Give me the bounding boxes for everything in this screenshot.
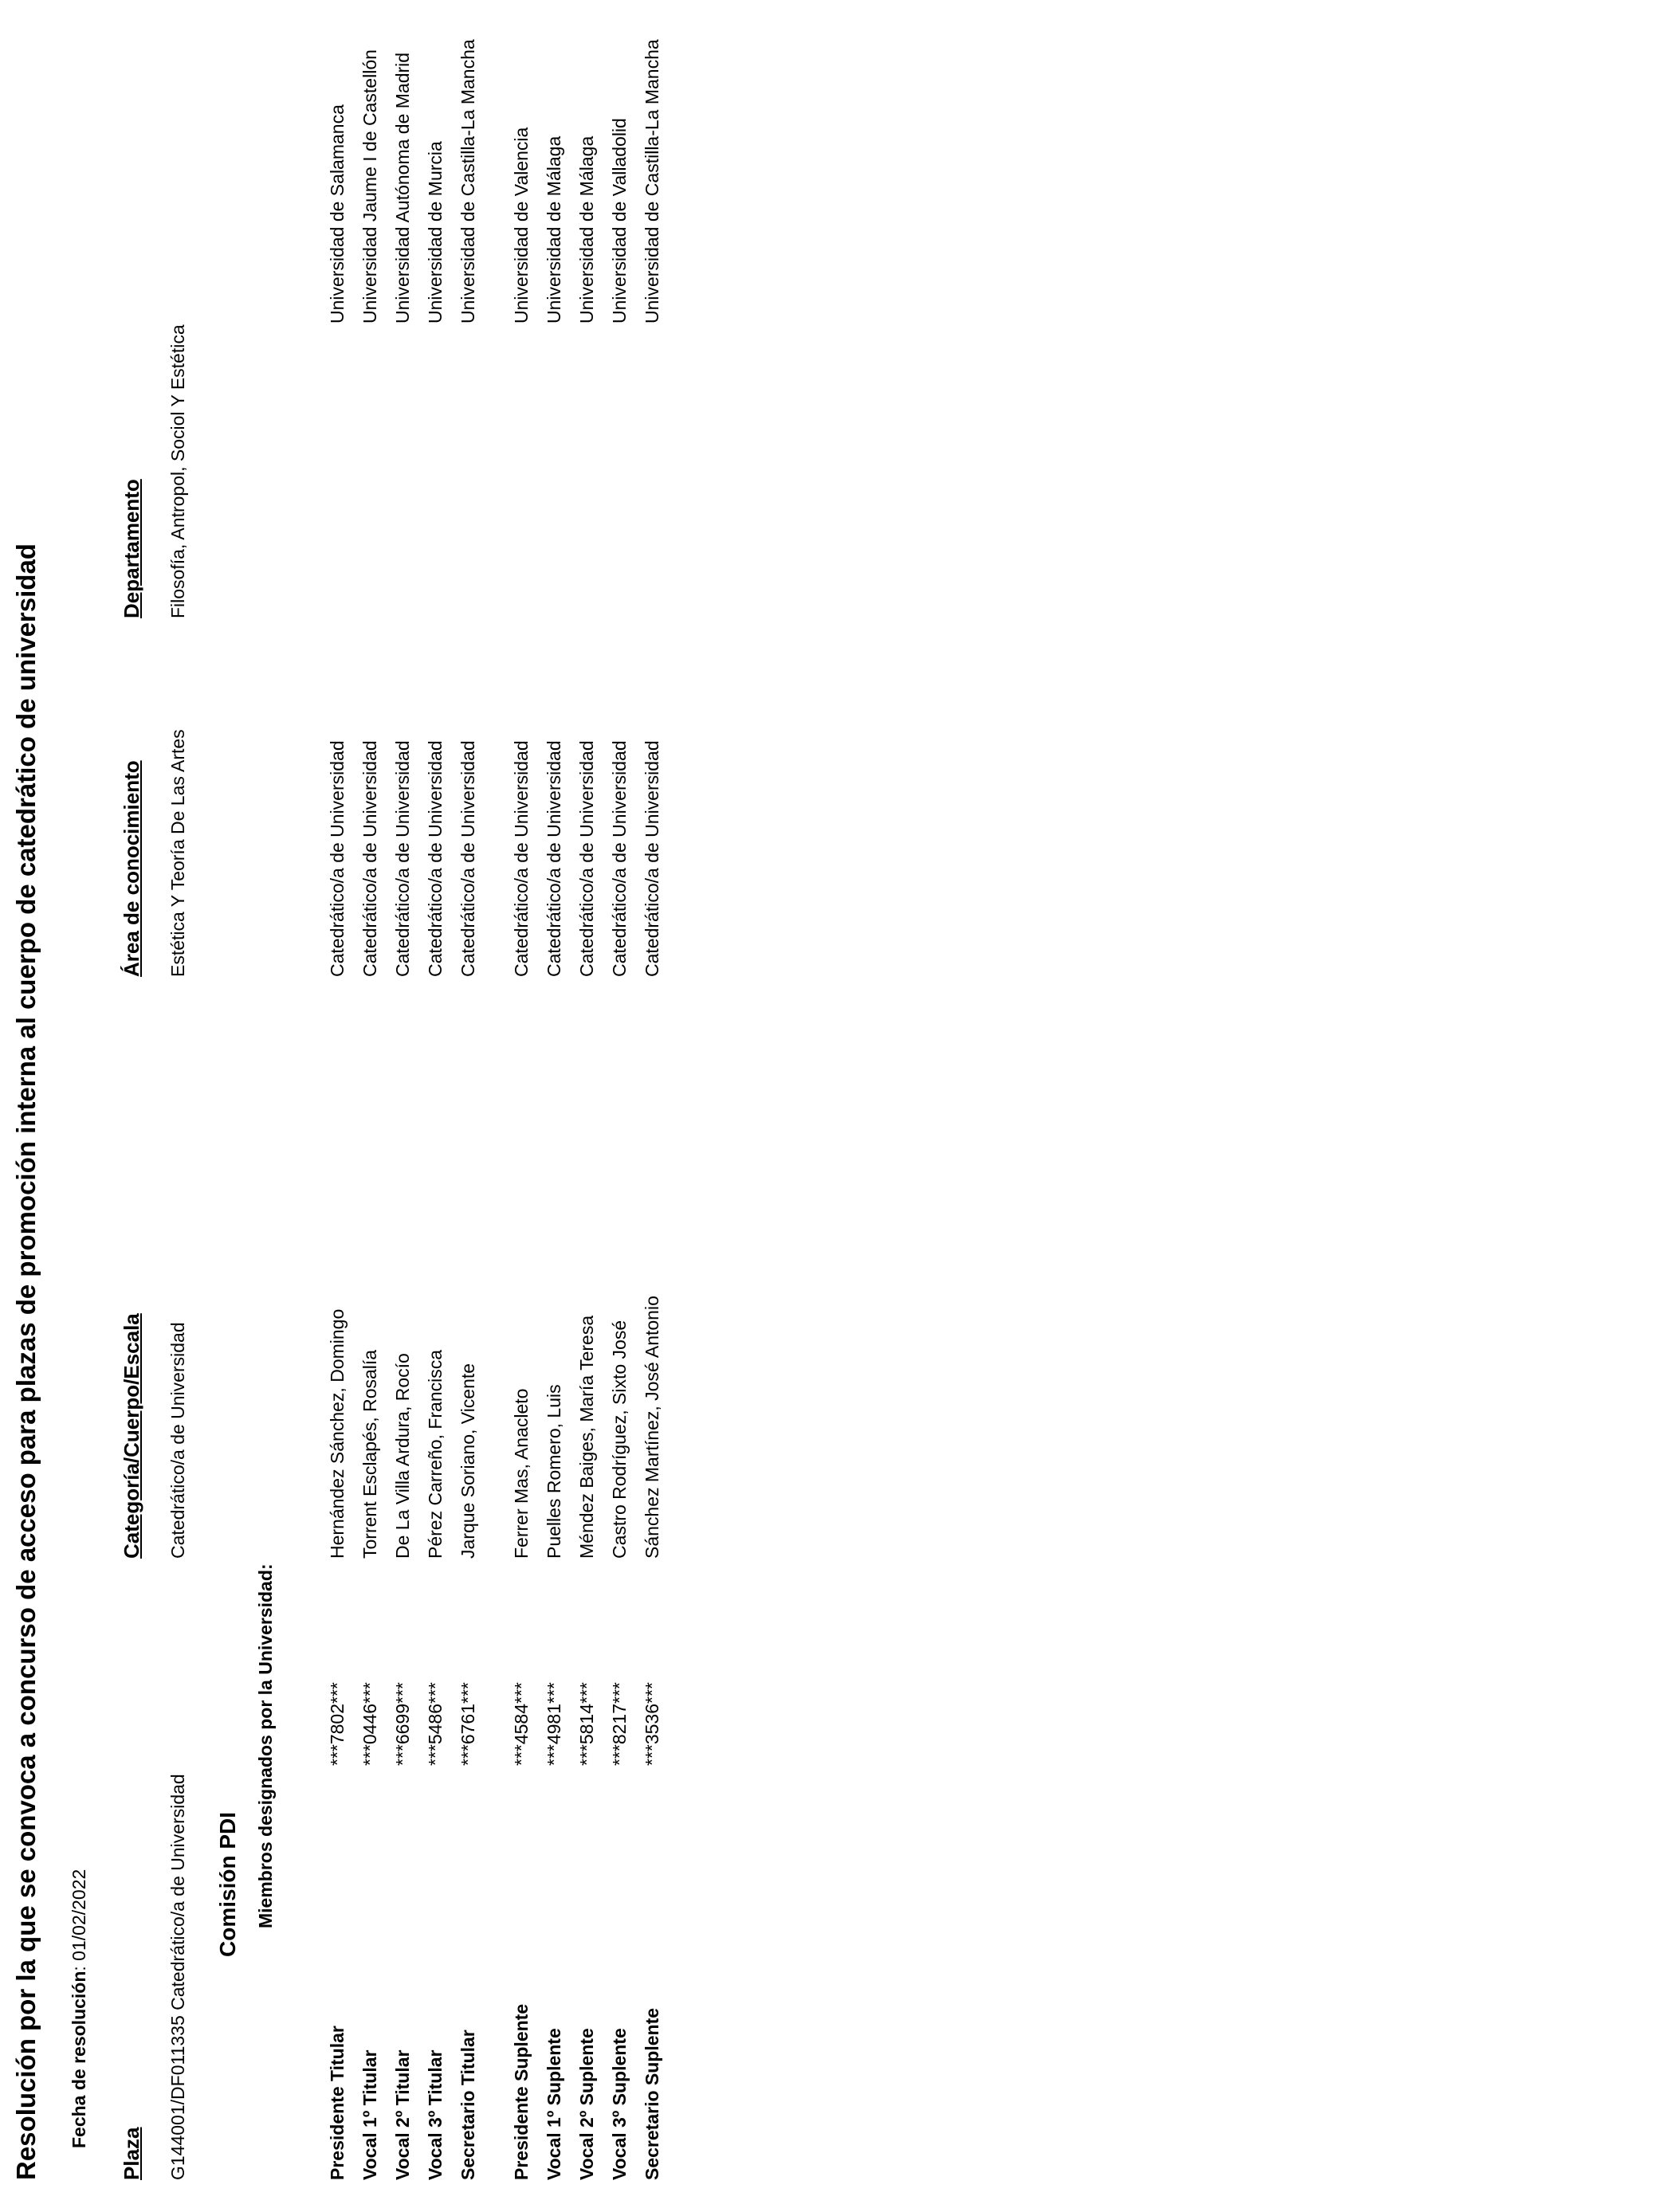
member-name: Puelles Romero, Luis <box>544 1384 564 1559</box>
member-id: ***4584*** <box>511 1682 532 1766</box>
member-role: Vocal 1º Suplente <box>544 2028 564 2180</box>
member-university: Universidad Autónoma de Madrid <box>392 52 413 324</box>
member-id: ***3536*** <box>642 1682 662 1766</box>
member-university: Universidad de Salamanca <box>327 104 348 324</box>
member-name: Castro Rodríguez, Sixto José <box>609 1320 630 1559</box>
document-title: Resolución por la que se convoca a concurso de acceso para plazas de promoción interna al cuerpo de catedrático de universidad <box>11 543 41 2180</box>
member-id: ***5814*** <box>576 1682 597 1766</box>
member-university: Universidad de Málaga <box>544 135 564 324</box>
member-role: Secretario Suplente <box>642 2007 662 2180</box>
member-role: Vocal 1º Titular <box>359 2049 380 2180</box>
plaza-categoria: Catedrático/a de Universidad <box>167 1322 188 1559</box>
member-role: Vocal 2º Suplente <box>576 2028 597 2180</box>
member-role: Vocal 3º Suplente <box>609 2028 630 2180</box>
member-id: ***6699*** <box>392 1682 413 1766</box>
member-name: Pérez Carreño, Francisca <box>425 1349 446 1559</box>
plaza-code: G144001/DF011335 Catedrático/a de Universidad <box>167 1774 188 2180</box>
member-name: Méndez Baiges, María Teresa <box>576 1315 597 1559</box>
resolution-date <box>69 1869 90 2148</box>
member-id: ***4981*** <box>544 1682 564 1766</box>
member-university: Universidad de Málaga <box>576 135 597 324</box>
member-role: Secretario Titular <box>458 2030 478 2180</box>
member-row <box>576 0 608 2212</box>
member-id: ***8217*** <box>609 1682 630 1766</box>
member-category: Catedrático/a de Universidad <box>544 740 564 977</box>
member-name: Sánchez Martínez, José Antonio <box>642 1296 662 1559</box>
member-category: Catedrático/a de Universidad <box>609 740 630 977</box>
header-plaza: Plaza <box>120 2127 143 2180</box>
member-category: Catedrático/a de Universidad <box>511 740 532 977</box>
member-category: Catedrático/a de Universidad <box>425 740 446 977</box>
resolution-date-label: Fecha de resolución <box>69 1971 89 2148</box>
member-id: ***6761*** <box>458 1682 478 1766</box>
member-id: ***7802*** <box>327 1682 348 1766</box>
plaza-departamento: Filosofía, Antropol, Sociol Y Estética <box>167 324 188 618</box>
member-row <box>359 0 391 2212</box>
member-category: Catedrático/a de Universidad <box>359 740 380 977</box>
member-id: ***0446*** <box>359 1682 380 1766</box>
member-name: Jarque Soriano, Vicente <box>458 1363 478 1559</box>
member-category: Catedrático/a de Universidad <box>392 740 413 977</box>
member-row <box>642 0 674 2212</box>
member-row <box>327 0 359 2212</box>
member-name: De La Villa Ardura, Rocío <box>392 1353 413 1559</box>
plaza-area: Estética Y Teoría De Las Artes <box>167 729 188 977</box>
member-row <box>458 0 489 2212</box>
member-university: Universidad de Valladolid <box>609 118 630 324</box>
member-name: Hernández Sánchez, Domingo <box>327 1308 348 1559</box>
member-id: ***5486*** <box>425 1682 446 1766</box>
header-categoria: Categoría/Cuerpo/Escala <box>120 1313 143 1559</box>
resolution-date-value: : 01/02/2022 <box>69 1869 89 1971</box>
member-row <box>544 0 575 2212</box>
member-role: Presidente Titular <box>327 2026 348 2180</box>
member-name: Torrent Esclapés, Rosalía <box>359 1349 380 1559</box>
member-role: Vocal 3º Titular <box>425 2049 446 2180</box>
member-category: Catedrático/a de Universidad <box>642 740 662 977</box>
member-category: Catedrático/a de Universidad <box>327 740 348 977</box>
header-departamento: Departamento <box>120 479 143 618</box>
member-name: Ferrer Mas, Anacleto <box>511 1388 532 1559</box>
header-area: Área de conocimiento <box>120 760 143 977</box>
member-university: Universidad de Castilla-La Mancha <box>642 39 662 324</box>
member-row <box>511 0 543 2212</box>
commission-subtitle: Miembros designados por la Universidad: <box>255 1563 276 1928</box>
member-row <box>609 0 641 2212</box>
member-category: Catedrático/a de Universidad <box>576 740 597 977</box>
member-row <box>425 0 457 2212</box>
member-row <box>392 0 424 2212</box>
member-university: Universidad Jaume I de Castellón <box>359 49 380 324</box>
member-role: Presidente Suplente <box>511 2003 532 2180</box>
member-university: Universidad de Valencia <box>511 127 532 324</box>
commission-title: Comisión PDI <box>215 1811 240 1957</box>
member-category: Catedrático/a de Universidad <box>458 740 478 977</box>
member-role: Vocal 2º Titular <box>392 2049 413 2180</box>
member-university: Universidad de Castilla-La Mancha <box>458 39 478 324</box>
member-university: Universidad de Murcia <box>425 141 446 324</box>
